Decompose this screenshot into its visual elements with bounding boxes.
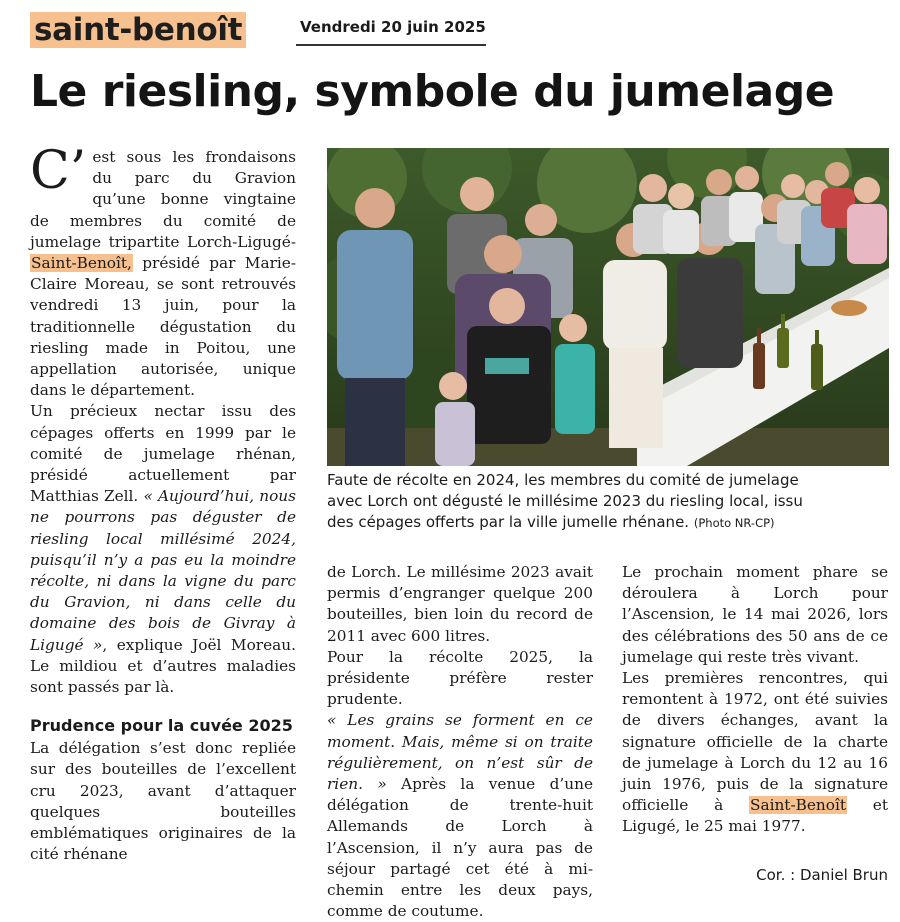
paragraph-intro — [30, 141, 296, 401]
paragraph-7: Le prochain moment phare se déroulera à Lorch pour l’Ascension, le 14 mai 2026, lors des célébrations des 50 ans de ce jumelage qui reste très vivant. — [622, 563, 888, 666]
drop-cap: C’ — [30, 141, 87, 201]
photo-credit: (Photo NR-CP) — [693, 516, 775, 530]
headline: Le riesling, symbole du jumelage — [30, 66, 835, 117]
byline: Cor. : Daniel Brun — [756, 866, 888, 884]
photo-caption — [327, 470, 889, 534]
paragraph-2 — [30, 401, 296, 698]
article-column-2 — [327, 562, 593, 922]
p6-rest: Après la venue d’une délégation de trente-huit Allemands de Lorch à l’Ascension, il n’y aura pas de séjour partagé cet été à mi-chemin entre les deux pays, comme de coutume. — [327, 775, 593, 921]
article-column-3 — [622, 562, 888, 838]
publication-date: Vendredi 20 juin 2025 — [300, 18, 486, 36]
group-photo-illustration — [327, 148, 889, 466]
place-highlight-2: Saint-Benoît — [749, 796, 847, 815]
p2-text: Un précieux nectar issu des cépages offerts en 1999 par le comité de jumelage rhénan, présidé actuellement par Matthias Zell. — [30, 402, 296, 506]
paragraph-5: Pour la récolte 2025, la présidente préfère rester prudente. — [327, 647, 593, 709]
p2-end: , explique Joël Moreau. Le mildiou et d’autres maladies sont passés par là. — [30, 635, 297, 697]
p8-end: et Ligugé, le 25 mai 1977. — [622, 796, 888, 836]
subheading: Prudence pour la cuvée 2025 — [30, 716, 293, 736]
paragraph-8 — [622, 668, 888, 838]
paragraph-4: de Lorch. Le millésime 2023 avait permis d’engranger quelque 200 bouteilles, bien loin du record de 2011 avec 600 litres. — [327, 563, 593, 645]
date-underline — [296, 44, 486, 46]
article-column-1 — [30, 141, 297, 866]
caption-line-3: des cépages offerts par la ville jumelle rhénane. — [327, 513, 690, 531]
caption-line-2: avec Lorch ont dégusté le millésime 2023 du riesling local, issu — [327, 492, 803, 510]
intro-text: est sous les frondaisons du parc du Gravion qu’une bonne vingtaine de membres du comité de jumelage tripartite Lorch-Ligugé- — [30, 148, 296, 251]
p8-text: Les premières rencontres, qui remontent à 1972, ont été suivies de divers échanges, avant la signature officielle de la charte de jumelage à Lorch du 12 au 16 juin 1976, puis de la signature officielle à — [622, 669, 888, 815]
quote-text: « Aujourd’hui, nous ne pourrons pas déguster de riesling local millésimé 2024, puisqu’il n’y a pas eu la moindre récolte, ni dans la vigne du parc du Gravion, ni dans celle du domaine des bois de Givray à Ligugé » — [30, 487, 296, 654]
quote-text-2: « Les grains se forment en ce moment. Mais, même si on traite régulièrement, on n’est sûr de rien. » — [327, 711, 593, 794]
paragraph-3: La délégation s’est donc repliée sur des bouteilles de l’excellent cru 2023, avant d’attaquer quelques bouteilles emblématiques originaires de la cité rhénane — [30, 739, 296, 864]
section-tag: saint-benoît — [30, 12, 246, 48]
caption-line-1: Faute de récolte en 2024, les membres du comité de jumelage — [327, 471, 799, 489]
paragraph-6 — [327, 710, 593, 922]
intro-text-rest: présidé par Marie-Claire Moreau, se sont retrouvés vendredi 13 juin, pour la traditionnelle dégustation du riesling made in Poitou, une appellation autorisée, unique dans le département. — [30, 254, 296, 400]
place-highlight: Saint-Benoît, — [31, 254, 132, 273]
article-photo — [327, 148, 889, 466]
